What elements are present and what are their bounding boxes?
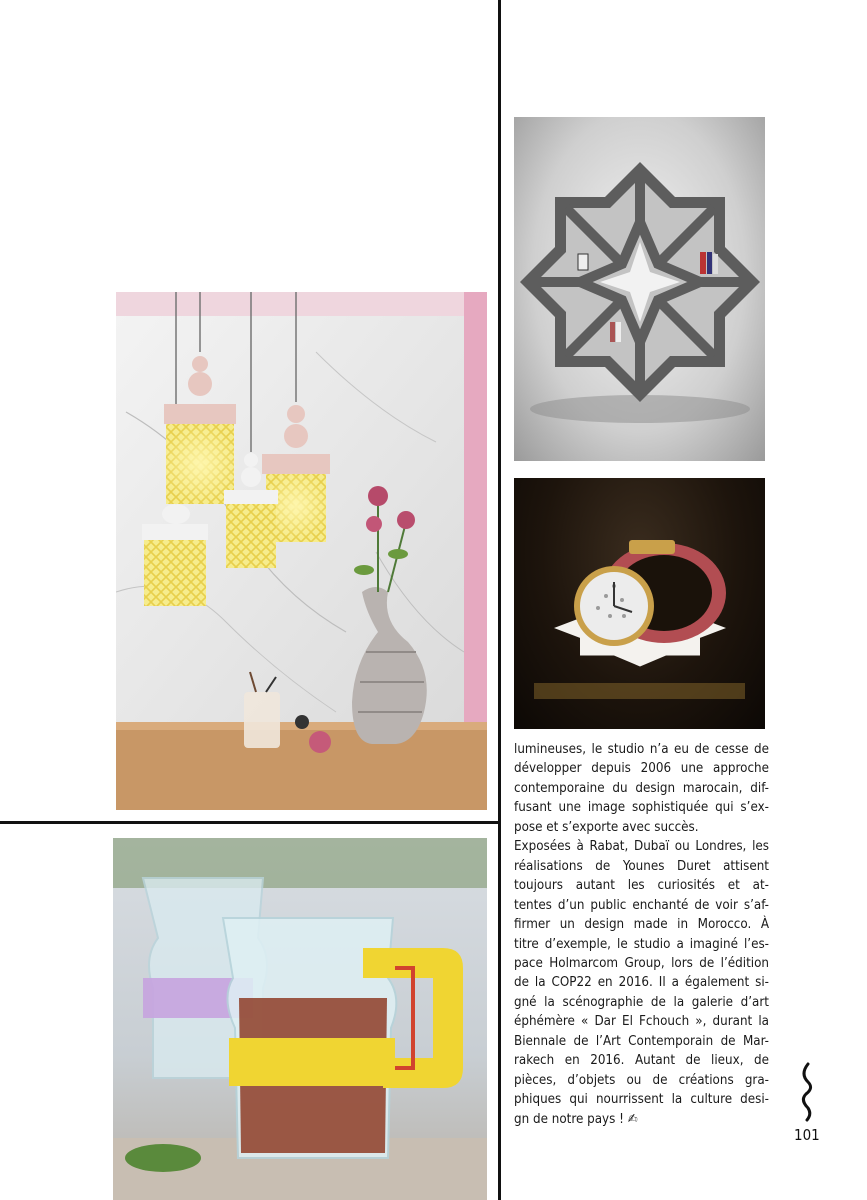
article-line: phiques qui nourrissent la culture desi- xyxy=(514,1092,769,1108)
article-line: pose et s’exporte avec succès. xyxy=(514,819,699,835)
article-line: titre d’exemple, le studio a imaginé l’es- xyxy=(514,936,769,952)
geometric-bookshelf-photo xyxy=(514,117,765,461)
pendant-lamps-illustration xyxy=(116,292,487,810)
article-line: fusant une image sophistiquée qui s’ex- xyxy=(514,800,769,816)
article-line: gné la scénographie de la galerie d’art xyxy=(514,994,769,1010)
article-line: toujours autant les curiosités et at- xyxy=(514,878,769,894)
article-line: lumineuses, le studio n’a eu de cesse de xyxy=(514,742,769,757)
article-line: éphémère « Dar El Fchouch », durant la xyxy=(514,1014,769,1030)
article-line: développer depuis 2006 une approche xyxy=(514,761,769,777)
tea-glasses-photo xyxy=(113,838,487,1200)
column-divider-vertical xyxy=(498,0,501,1200)
article-line: rakech en 2016. Autant de lieux, de xyxy=(514,1053,769,1069)
article-line: réalisations de Younes Duret attisent xyxy=(514,858,769,874)
article-line: firmer un design made in Morocco. À xyxy=(514,917,769,933)
calligraphy-ornament-icon xyxy=(796,1062,818,1122)
article-line: tentes d’un public enchanté de voir s’af- xyxy=(514,897,769,913)
article-line: gn de notre pays ! ✍ xyxy=(514,1111,638,1127)
geometric-bookshelf-illustration xyxy=(514,117,765,461)
article-line: Exposées à Rabat, Dubaï ou Londres, les xyxy=(514,839,769,855)
article-body-text xyxy=(514,740,769,1129)
pendant-lamps-photo xyxy=(116,292,487,810)
wristwatch-illustration xyxy=(514,478,765,729)
article-line: contemporaine du design marocain, dif- xyxy=(514,780,769,796)
article-line: pièces, d’objets ou de créations gra- xyxy=(514,1072,769,1088)
column-divider-horizontal xyxy=(0,821,500,824)
article-line: de la COP22 en 2016. Il a également si- xyxy=(514,975,769,991)
wristwatch-photo xyxy=(514,478,765,729)
page-number: 101 xyxy=(794,1126,820,1144)
article-line: pace Holmarcom Group, lors de l’édition xyxy=(514,955,769,971)
article-line: Biennale de l’Art Contemporain de Mar- xyxy=(514,1033,769,1049)
tea-glasses-illustration xyxy=(113,838,487,1200)
